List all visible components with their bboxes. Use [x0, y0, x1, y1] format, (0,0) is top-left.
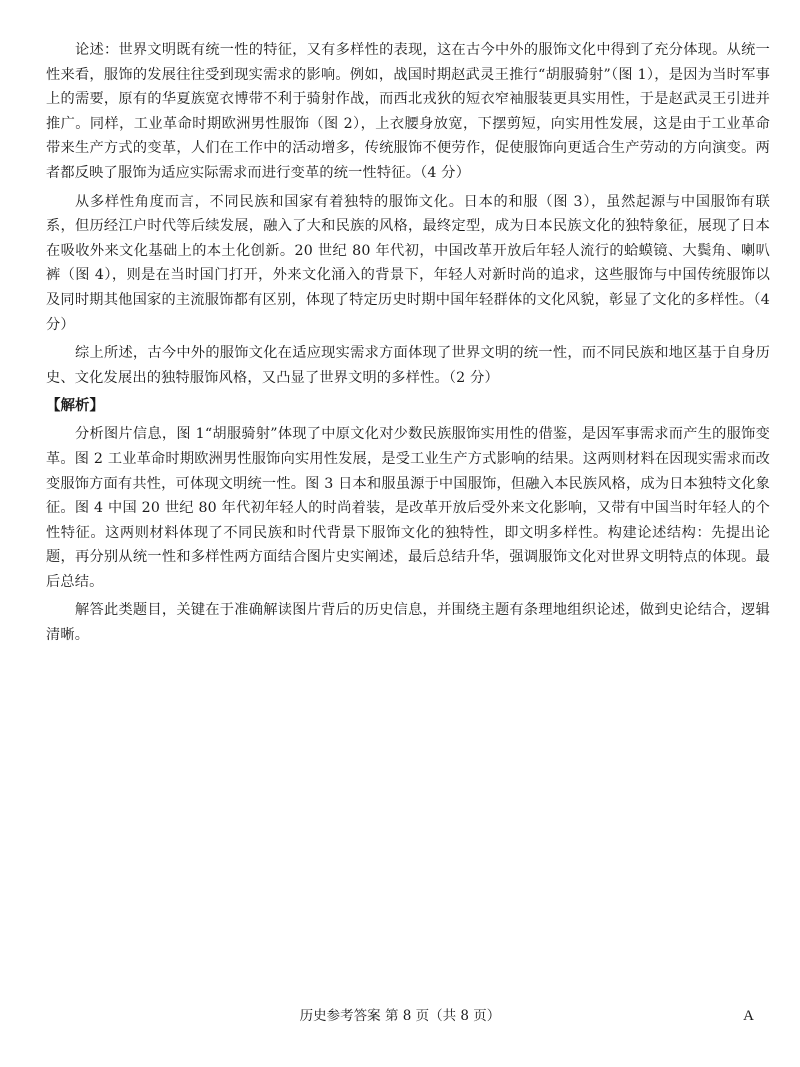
page-number-label: 历史参考答案 第 8 页（共 8 页）	[299, 1008, 501, 1024]
essay-paragraph-diversity: 从多样性角度而言，不同民族和国家有着独特的服饰文化。日本的和服（图 3），虽然起源与中国服饰有联系，但历经江户时代等后续发展，融入了大和民族的风格，最终定型，成为日本民族文化的独特象征，展现了日本在吸收外来文化基础上的本土化创新。20 世纪 80 年代初，中国改革开放后年轻人流行的蛤蟆镜、大鬓角、喇叭裤（图 4），则是在当时国门打开，外来文化涌入的背景下，年轻人对新时尚的追求，这些服饰与中国传统服饰以及同时期其他国家的主流服饰都有区别，体现了特定历史时期中国年轻群体的文化风貌，彰显了文化的多样性。（4 分）	[46, 193, 770, 333]
solution-tip-paragraph: 解答此类题目，关键在于准确解读图片背后的历史信息，并围绕主题有条理地组织论述，做到史论结合，逻辑清晰。	[46, 602, 770, 644]
page-footer	[0, 1006, 800, 1030]
analysis-heading: 【解析】	[46, 397, 104, 415]
answer-content	[46, 38, 770, 652]
essay-paragraph-conclusion: 综上所述，古今中外的服饰文化在适应现实需求方面体现了世界文明的统一性，而不同民族和地区基于自身历史、文化发展出的独特服饰风格，又凸显了世界文明的多样性。（2 分）	[46, 345, 770, 386]
essay-paragraph-unity: 论述：世界文明既有统一性的特征，又有多样性的表现，这在古今中外的服饰文化中得到了充分体现。从统一性来看，服饰的发展往往受到现实需求的影响。例如，战国时期赵武灵王推行“胡服骑射”（图 1），是因为当时军事上的需要，原有的华夏族宽衣博带不利于骑射作战，而西北戎狄的短衣窄袖服装更具实用性，于是赵武灵王引进并推广。同样，工业革命时期欧洲男性服饰（图 2），上衣腰身放宽，下摆剪短，向实用性发展，这是由于工业革命带来生产方式的变革，人们在工作中的活动增多，传统服饰不便劳作，促使服饰向更适合生产劳动的方向演变。两者都反映了服饰为适应实际需求而进行变革的统一性特征。（4 分）	[46, 42, 770, 181]
paper-version-mark: A	[743, 1008, 754, 1024]
analysis-paragraph: 分析图片信息，图 1“胡服骑射”体现了中原文化对少数民族服饰实用性的借鉴，是因军事需求而产生的服饰变革。图 2 工业革命时期欧洲男性服饰向实用性发展，是受工业生产方式影响的结果。这两则材料在因现实需求而改变服饰方面有共性，可体现文明统一性。图 3 日本和服虽源于中国服饰，但融入本民族风格，成为日本独特文化象征。图 4 中国 20 世纪 80 年代初年轻人的时尚着装，是改革开放后受外来文化影响，又带有中国当时年轻人的个性特征。这两则材料体现了不同民族和时代背景下服饰文化的独特性，即文明多样性。构建论述结构：先提出论题，再分别从统一性和多样性两方面结合图片史实阐述，最后总结升华，强调服饰文化对世界文明特点的体现。最后总结。	[46, 426, 770, 590]
